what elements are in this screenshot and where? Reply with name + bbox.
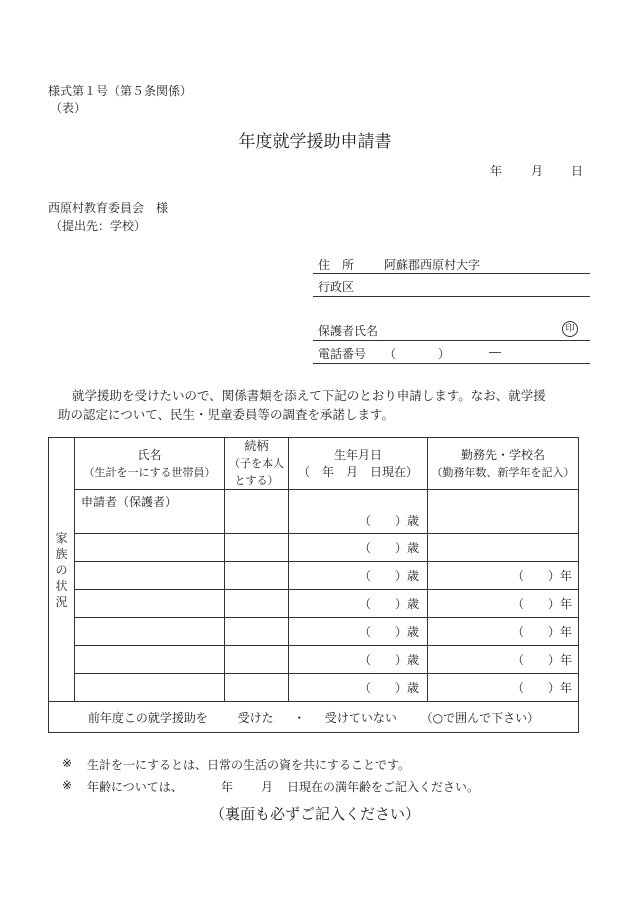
relation-cell[interactable] xyxy=(225,490,289,534)
back-side-notice: （裏面も必ずご記入ください） xyxy=(209,805,420,823)
relation-cell[interactable] xyxy=(225,534,289,562)
address-label: 住 所 xyxy=(318,258,355,272)
family-side-label: 家 族 の 状 況 xyxy=(49,438,75,702)
age-cell[interactable]: （ ）歳 xyxy=(289,590,428,618)
relation-cell[interactable] xyxy=(225,618,289,646)
age-cell[interactable]: （ ）歳 xyxy=(289,674,428,702)
form-number: 様式第１号（第５条関係） xyxy=(48,84,193,98)
grade-cell[interactable]: （ ）年 xyxy=(428,618,579,646)
option-separator: ・ xyxy=(293,710,306,725)
body-line-1: 就学援助を受けたいので、関係書類を添えて下記のとおり申請します。なお、就学援 xyxy=(72,388,546,403)
phone-underline xyxy=(313,363,590,364)
header-name: 氏名 （生計を一にする世帯員） xyxy=(75,438,225,490)
name-cell[interactable] xyxy=(75,590,225,618)
front-mark: （表） xyxy=(50,101,87,115)
table-row xyxy=(49,590,579,618)
applicant-name-cell[interactable]: 申請者（保護者） xyxy=(75,490,225,534)
note-2-year: 年 xyxy=(221,780,234,794)
guardian-label: 保護者氏名 xyxy=(318,324,379,338)
header-workplace: 勤務先・学校名 （勤務年数、新学年を記入） xyxy=(428,438,579,490)
relation-cell[interactable] xyxy=(225,590,289,618)
age-cell[interactable]: （ ）歳 xyxy=(289,534,428,562)
name-cell[interactable] xyxy=(75,562,225,590)
submit-to: （提出先：学校） xyxy=(50,219,147,233)
previous-year-label: 前年度この就学援助を xyxy=(87,710,208,725)
address-value: 阿蘇郡西原村大字 xyxy=(384,258,481,272)
name-cell[interactable] xyxy=(75,646,225,674)
grade-cell[interactable]: （ ）年 xyxy=(428,562,579,590)
phone-open: （ xyxy=(384,347,397,361)
note-mark-2: ※ xyxy=(62,778,73,792)
guardian-underline xyxy=(313,340,590,341)
seal-mark: 印 xyxy=(562,321,578,337)
district-label: 行政区 xyxy=(318,280,355,294)
family-table xyxy=(48,437,579,733)
table-row xyxy=(49,490,579,534)
option-not-received[interactable]: 受けていない xyxy=(324,710,397,725)
name-cell[interactable] xyxy=(75,534,225,562)
note-2-b: 日現在の満年齢をご記入ください。 xyxy=(287,780,480,794)
name-cell[interactable] xyxy=(75,674,225,702)
header-birthdate: 生年月日 （ 年 月 日現在） xyxy=(289,438,428,490)
address-underline xyxy=(313,273,590,274)
note-1: 生計を一にするとは、日常の生活の資を共にすることです。 xyxy=(87,758,411,772)
body-line-2: 助の認定について、民生・児童委員等の調査を承諾します。 xyxy=(58,407,395,422)
table-row xyxy=(49,674,579,702)
name-cell[interactable] xyxy=(75,618,225,646)
circle-instruction: （○で囲んで下さい） xyxy=(420,710,540,725)
grade-cell[interactable]: （ ）年 xyxy=(428,646,579,674)
relation-cell[interactable] xyxy=(225,674,289,702)
grade-cell[interactable]: （ ）年 xyxy=(428,590,579,618)
header-relation: 続柄 （子を本人 とする） xyxy=(225,438,289,490)
date-year: 年 xyxy=(490,164,503,178)
date-day: 日 xyxy=(571,164,584,178)
table-row xyxy=(49,618,579,646)
table-row xyxy=(49,646,579,674)
age-cell[interactable]: （ ）歳 xyxy=(289,618,428,646)
phone-close: ） xyxy=(438,347,451,361)
workplace-cell[interactable] xyxy=(428,534,579,562)
relation-cell[interactable] xyxy=(225,646,289,674)
note-mark-1: ※ xyxy=(62,756,73,770)
workplace-cell[interactable] xyxy=(428,490,579,534)
phone-dash: ― xyxy=(489,345,501,359)
previous-year-row xyxy=(49,702,579,733)
grade-cell[interactable]: （ ）年 xyxy=(428,674,579,702)
table-row xyxy=(49,562,579,590)
district-underline xyxy=(313,296,590,297)
phone-label: 電話番号 xyxy=(318,347,367,361)
table-row xyxy=(49,534,579,562)
addressee: 西原村教育委員会 様 xyxy=(48,201,169,215)
age-cell[interactable]: （ ）歳 xyxy=(289,646,428,674)
page-title: 年度就学援助申請書 xyxy=(238,132,392,152)
relation-cell[interactable] xyxy=(225,562,289,590)
option-received[interactable]: 受けた xyxy=(237,710,274,725)
age-cell[interactable]: （ ）歳 xyxy=(289,562,428,590)
note-2-a: 年齢については、 xyxy=(87,780,183,794)
age-cell[interactable]: （ ）歳 xyxy=(289,490,428,534)
note-2-month: 月 xyxy=(261,780,274,794)
date-month: 月 xyxy=(531,164,544,178)
